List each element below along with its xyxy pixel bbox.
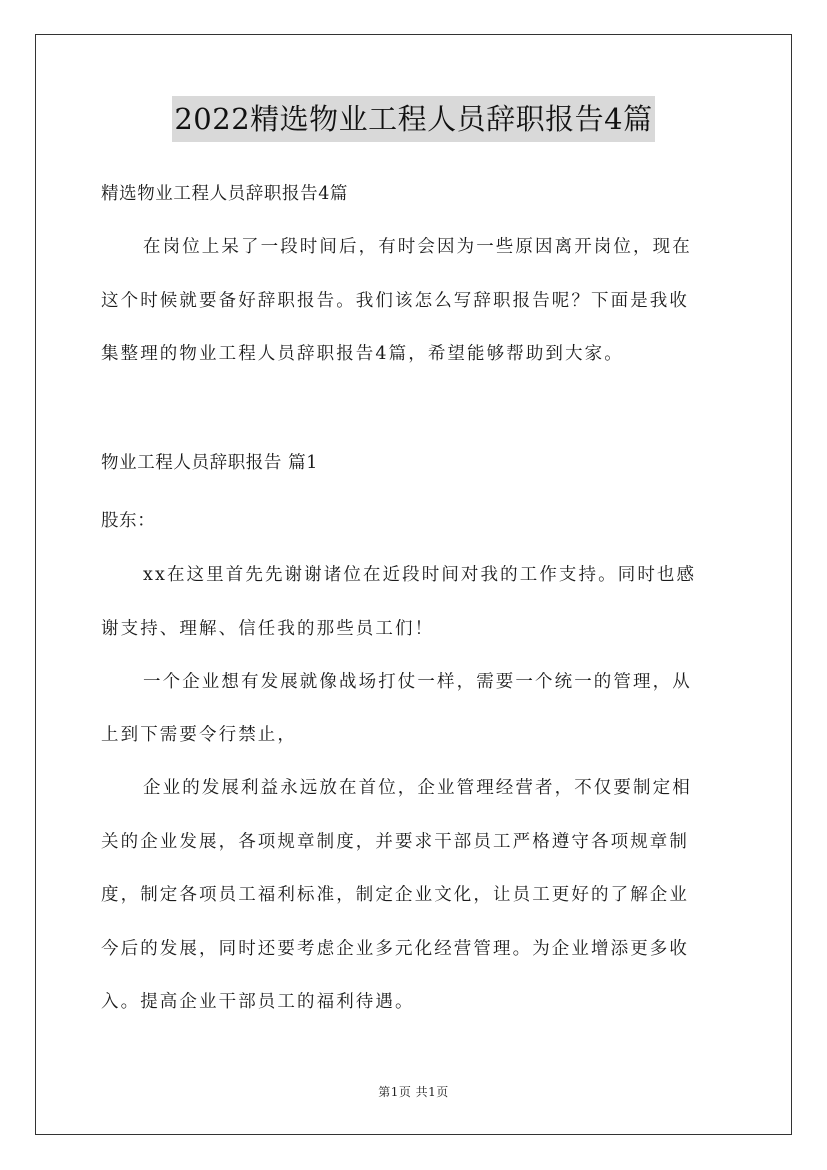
intro-line-1: 在岗位上呆了一段时间后，有时会因为一些原因离开岗位，现在 [143,237,692,257]
body-line-6: 关的企业发展，各项规章制度，并要求干部员工严格遵守各项规章制 [101,832,689,852]
document-title: 2022精选物业工程人员辞职报告4篇 [172,96,654,142]
section-heading: 物业工程人员辞职报告 篇1 [101,453,318,473]
body-line-9: 入。提高企业干部员工的福利待遇。 [101,992,415,1012]
page-indicator: 第1页 共1页 [378,1085,449,1099]
body-line-8: 今后的发展，同时还要考虑企业多元化经营管理。为企业增添更多收 [101,939,689,959]
body-line-4: 上到下需要令行禁止， [101,725,297,745]
body-line-2: 谢支持、理解、信任我的那些员工们！ [101,619,435,639]
salutation: 股东： [101,511,156,531]
document-subtitle: 精选物业工程人员辞职报告4篇 [101,184,349,204]
body-line-3: 一个企业想有发展就像战场打仗一样，需要一个统一的管理，从 [143,672,692,692]
body-line-7: 度，制定各项员工福利标准，制定企业文化，让员工更好的了解企业 [101,885,689,905]
body-line-1: xx在这里首先先谢谢诸位在近段时间对我的工作支持。同时也感 [143,565,697,585]
intro-line-2: 这个时候就要备好辞职报告。我们该怎么写辞职报告呢？下面是我收 [101,291,689,311]
body-line-5: 企业的发展利益永远放在首位，企业管理经营者，不仅要制定相 [143,778,692,798]
intro-line-3: 集整理的物业工程人员辞职报告4篇，希望能够帮助到大家。 [101,344,624,364]
title-container [0,96,827,142]
